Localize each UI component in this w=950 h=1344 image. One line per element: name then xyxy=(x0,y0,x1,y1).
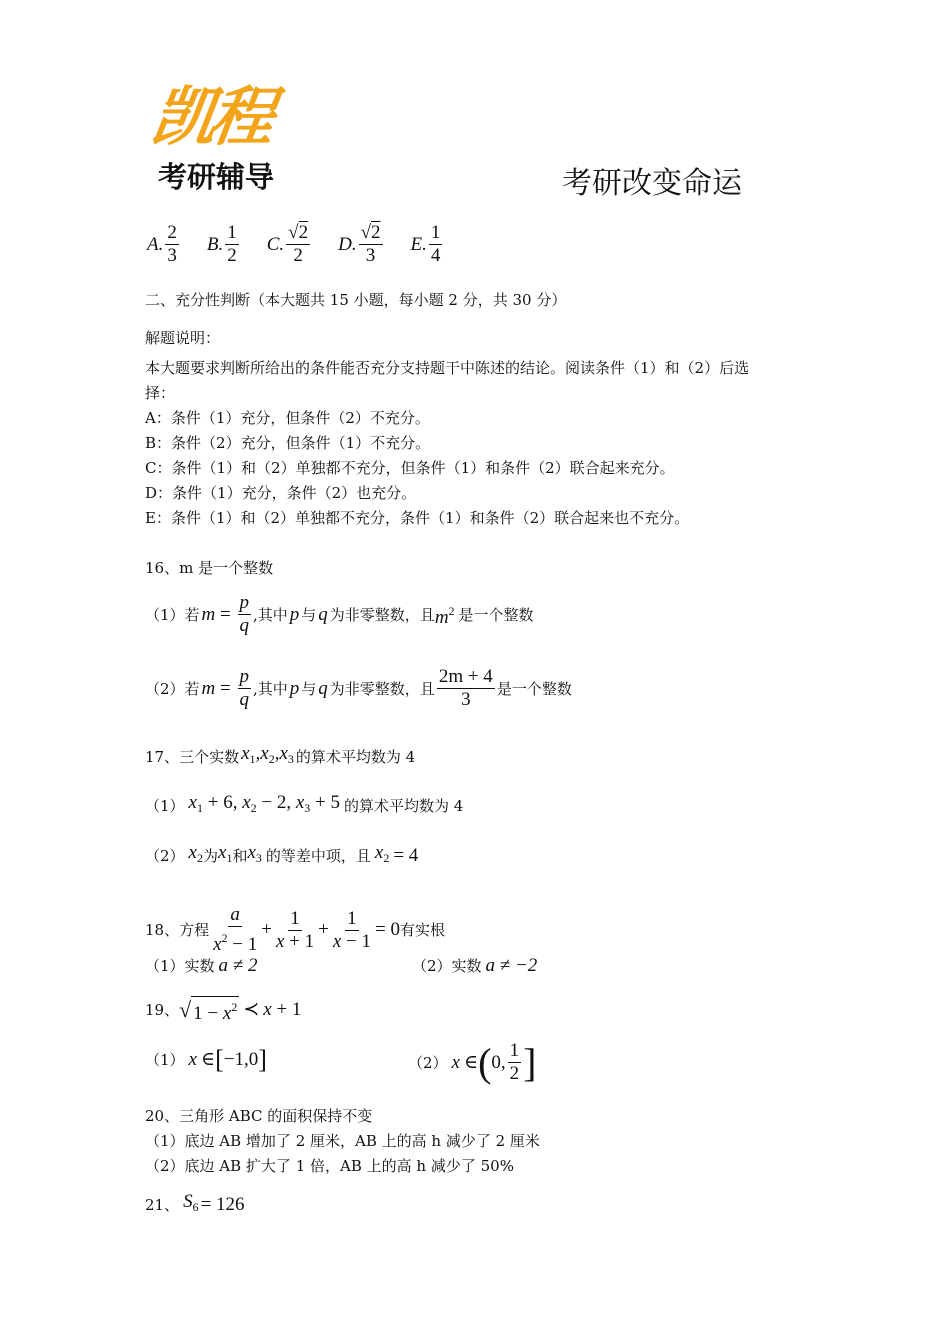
choice-b: B：条件（2）充分，但条件（1）不充分。 xyxy=(145,434,431,452)
option-c: C. $\frac{√2}{2}$ xyxy=(266,222,309,266)
q16-stem: 16、m 是一个整数 xyxy=(145,559,274,577)
slogan: 考研改变命运 xyxy=(562,166,742,201)
note-title: 解题说明： xyxy=(145,329,221,347)
q18-stem: 18、方程 $\frac{a}{x^2 - 1}$ + $\frac{1}{x + 1}$ + $\frac{1}{x - 1}$ = 0 有实根 xyxy=(145,904,445,955)
section-title: 二、充分性判断（本大题共 15 小题，每小题 2 分，共 30 分） xyxy=(145,291,567,309)
note-line-1: 本大题要求判断所给出的条件能否充分支持题干中陈述的结论。阅读条件（1）和（2）后选 xyxy=(145,359,750,377)
q18-cond-2: （2）实数 a ≠ −2 xyxy=(412,955,538,976)
q19-stem: 19、 √ $1 - x^2$ ≺ x + 1 xyxy=(145,997,302,1024)
q21-stem: 21、 $S_6$ = 126 xyxy=(145,1191,245,1215)
logo-brand-text: 凯程 xyxy=(146,81,274,155)
option-b: B. $\frac{1}{2}$ xyxy=(206,222,237,266)
q16-cond-1: （1）若 m = $\frac{p}{q}$ ,其中 p 与 q 为非零整数，且 $m^2$ 是一个整数 xyxy=(145,592,534,636)
q20-cond-1: （1）底边 AB 增加了 2 厘米，AB 上的高 h 减少了 2 厘米 xyxy=(145,1132,540,1150)
q19-cond-2: （2） x ∈ ( 0, $\frac{1}{2}$ ] xyxy=(408,1039,537,1085)
logo-sub-text: 考研辅导 xyxy=(158,160,275,194)
note-line-2: 择： xyxy=(145,384,176,402)
q17-cond-2: （2） $x_2$ 为 $x_1$ 和 $x_3$ 的等差中项，且 $x_2$ = 4 xyxy=(145,842,419,866)
choice-a: A：条件（1）充分，但条件（2）不充分。 xyxy=(145,409,430,427)
q15-options xyxy=(147,222,470,267)
q20-cond-2: （2）底边 AB 扩大了 1 倍，AB 上的高 h 减少了 50% xyxy=(145,1157,514,1175)
q20-stem: 20、三角形 ABC 的面积保持不变 xyxy=(145,1107,373,1125)
q16-cond-2: （2）若 m = $\frac{p}{q}$ ,其中 p 与 q 为非零整数，且 $\frac{2m + 4}{3}$ 是一个整数 xyxy=(145,666,572,710)
q17-cond-1: （1） $x_1 + 6$, $x_2 - 2$, $x_3 + 5$ 的算术平均数为 4 xyxy=(145,792,464,815)
option-e: E. $\frac{1}{4}$ xyxy=(410,222,441,266)
q17-stem: 17、三个实数 $x_1,x_2,x_3$ 的算术平均数为 4 xyxy=(145,743,416,766)
option-a: A. $\frac{2}{3}$ xyxy=(147,222,177,266)
q18-cond-1: （1）实数 a ≠ 2 xyxy=(145,955,258,976)
q19-cond-1: （1） x ∈ [ −1,0 ] xyxy=(145,1045,267,1074)
choice-d: D：条件（1）充分，条件（2）也充分。 xyxy=(145,484,417,502)
option-d: D. $\frac{√2}{3}$ xyxy=(338,222,381,266)
choice-e: E：条件（1）和（2）单独都不充分，条件（1）和条件（2）联合起来也不充分。 xyxy=(145,509,690,527)
choice-c: C：条件（1）和（2）单独都不充分，但条件（1）和条件（2）联合起来充分。 xyxy=(145,459,675,477)
brand-logo xyxy=(146,80,300,200)
